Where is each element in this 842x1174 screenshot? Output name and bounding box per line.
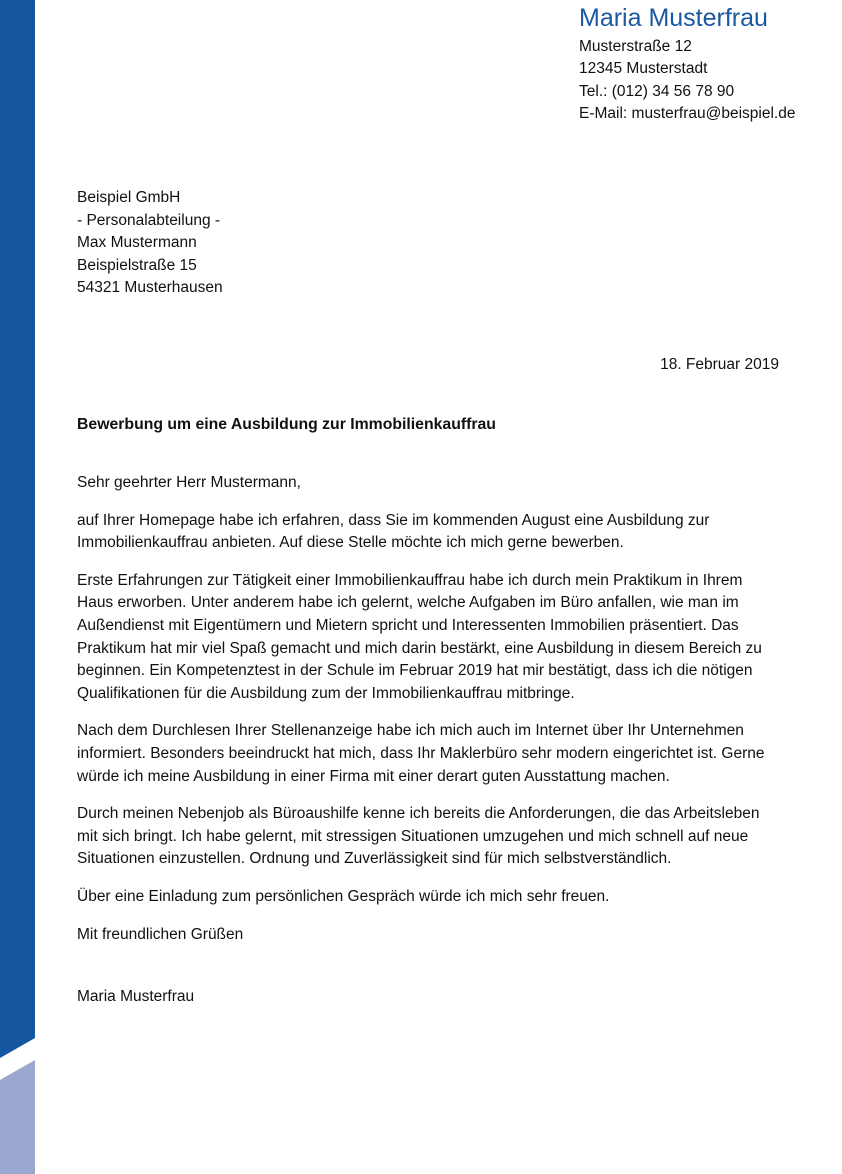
body-paragraph: Nach dem Durchlesen Ihrer Stellenanzeige habe ich mich auch im Internet über Ihr Unternehmen informiert. Besonders beeindruckt hat mich, dass Ihr Maklerbüro sehr modern eingerichtet ist. Gerne würde ich meine Ausbildung in einer Firma mit einer derart guten Ausstattung machen.: [77, 722, 765, 785]
body-paragraph: Durch meinen Nebenjob als Büroaushilfe kenne ich bereits die Anforderungen, die das Arbeitsleben mit sich bringt. Ich habe gelernt, mit stressigen Situationen umzugehen und mich schnell auf neue Situationen einzustellen. Ordnung und Zuverlässigkeit sind für mich selbstverständlich.: [77, 805, 760, 868]
recipient-city: 54321 Musterhausen: [77, 279, 223, 297]
sender-block: [579, 3, 839, 126]
body-paragraph: auf Ihrer Homepage habe ich erfahren, dass Sie im kommenden August eine Ausbildung zur Immobilienkauffrau anbieten. Auf diese Stelle möchte ich mich gerne bewerben.: [77, 511, 710, 552]
recipient-address-block: [77, 187, 477, 300]
side-bar-light-segment: [0, 1060, 35, 1174]
decorative-side-bar: [0, 0, 35, 1174]
closing: Mit freundlichen Grüßen: [77, 925, 244, 943]
body-paragraph: Erste Erfahrungen zur Tätigkeit einer Immobilienkauffrau habe ich durch mein Praktikum in Ihrem Haus erworben. Unter anderem habe ich gelernt, welche Aufgaben im Büro anfallen, wie man im Außendienst mit Eigentümern und Mietern spricht und Interessenten Immobilien präsentiert. Das Praktikum hat mir viel Spaß gemacht und mich darin bestärkt, eine Ausbildung in diesem Bereich zu beginnen. Ein Kompetenztest in der Schule im Februar 2019 hat mir bestätigt, dass ich die nötigen Qualifikationen für die Ausbildung zum der Immobilienkauffrau mitbringe.: [77, 571, 762, 702]
letter-date: 18. Februar 2019: [660, 356, 779, 373]
sender-name: Maria Musterfrau: [579, 4, 768, 32]
sender-phone: Tel.: (012) 34 56 78 90: [579, 82, 735, 100]
recipient-contact: Max Mustermann: [77, 234, 197, 252]
letter-body: [77, 472, 779, 1024]
sender-city: 12345 Musterstadt: [579, 60, 708, 78]
signature: Maria Musterfrau: [77, 988, 195, 1006]
salutation: Sehr geehrter Herr Mustermann,: [77, 474, 301, 491]
sender-email: E-Mail: musterfrau@beispiel.de: [579, 105, 796, 123]
sender-street: Musterstraße 12: [579, 38, 692, 55]
recipient-department: - Personalabteilung -: [77, 211, 221, 229]
side-bar-dark-segment: [0, 0, 35, 1058]
letter-subject: Bewerbung um eine Ausbildung zur Immobilienkauffrau: [77, 416, 496, 433]
recipient-street: Beispielstraße 15: [77, 256, 197, 274]
body-paragraph: Über eine Einladung zum persönlichen Gespräch würde ich mich sehr freuen.: [77, 887, 610, 905]
recipient-company: Beispiel GmbH: [77, 189, 181, 206]
